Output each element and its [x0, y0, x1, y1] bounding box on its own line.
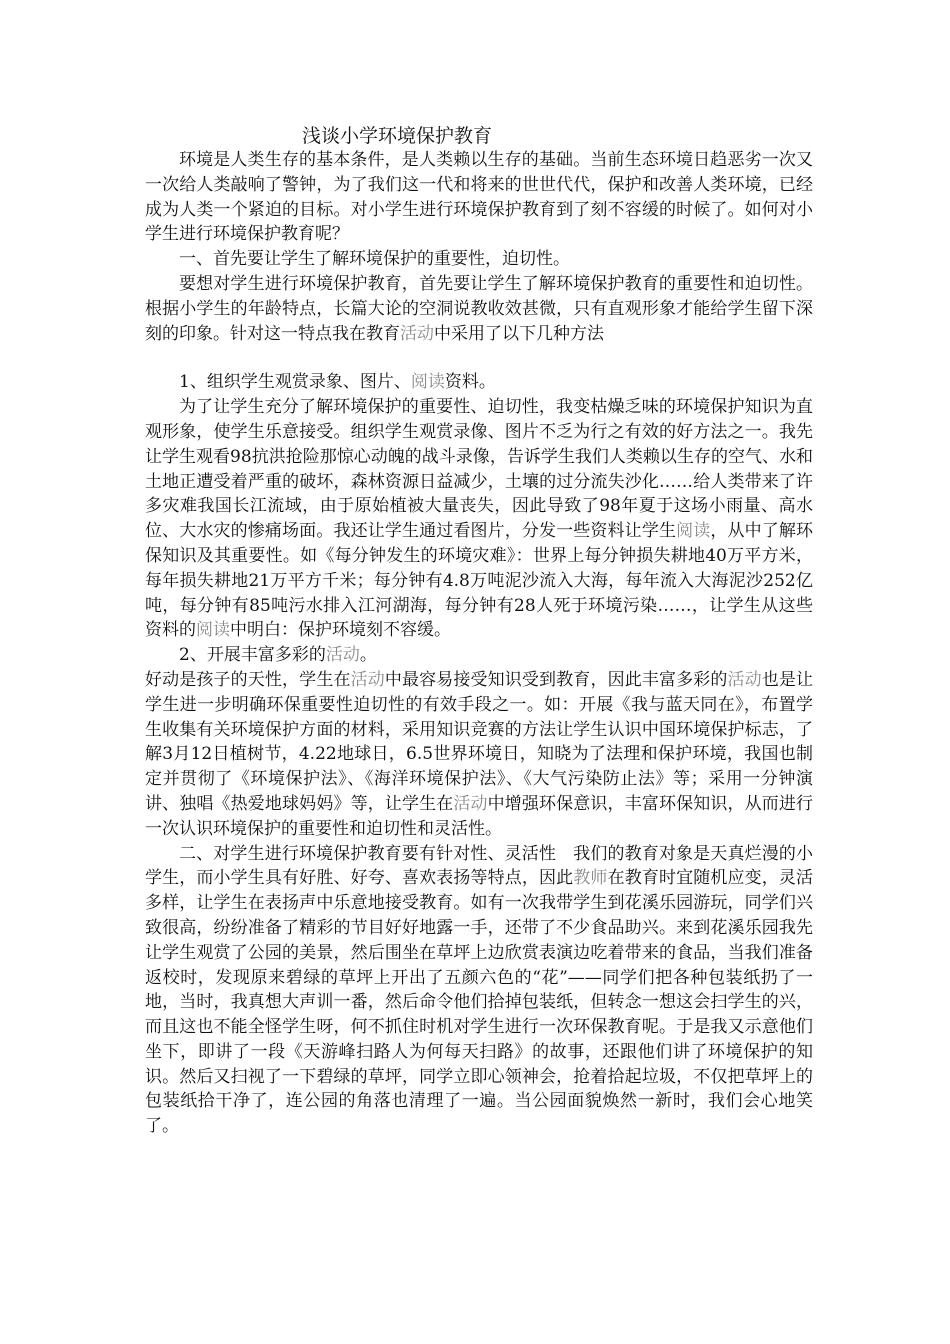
section-heading-1: 一、首先要让学生了解环境保护的重要性，迫切性。: [179, 249, 570, 270]
subheading-2: [145, 643, 813, 668]
text-segment: 二、对学生进行环境保护教育要有针对性、灵活性 我们的教育对象是天真烂漫的小学生，而小学生具有好胜、好夸、喜欢表扬等特点，因此: [145, 843, 813, 889]
text-segment: 好动是孩子的天性，学生在: [145, 669, 351, 690]
activity-link[interactable]: 活动: [350, 669, 385, 690]
activity-link[interactable]: 活动: [400, 323, 434, 344]
reading-link[interactable]: 阅读: [676, 521, 711, 542]
text-segment: 要想对学生进行环境保护教育，首先要让学生了解环境保护教育的重要性和迫切性。根据小学生的年龄特点，长篇大论的空洞说教收效甚微，只有直观形象才能给学生留下深刻的印象。针对这一特点我在教育: [145, 273, 813, 344]
subsection-1-paragraph: [145, 395, 813, 643]
text-segment: 中增强环保意识，丰富环保知识，从而进行一次认识环境保护的重要性和迫切性和灵活性。: [145, 793, 814, 839]
text-segment: 中采用了以下几种方法: [434, 323, 604, 344]
activity-link[interactable]: 活动: [453, 793, 488, 814]
text-segment: 中明白：保护环境刻不容缓。: [230, 620, 451, 641]
subsection-2-paragraph: [145, 668, 813, 842]
teacher-link[interactable]: 教师: [573, 868, 608, 889]
text-segment: 。: [359, 645, 377, 666]
text-segment: 1、组织学生观赏录象、图片、: [179, 372, 411, 393]
text-segment: 2、开展丰富多彩的: [179, 645, 326, 666]
text-segment: 中最容易接受知识受到教育，因此丰富多彩的: [384, 669, 728, 690]
reading-link[interactable]: 阅读: [196, 620, 230, 641]
activity-link[interactable]: 活动: [325, 645, 360, 666]
activity-link[interactable]: 活动: [727, 669, 762, 690]
text-segment: 在教育时宜随机应变，灵活多样，让学生在表扬声中乐意地接受教育。如有一次我带学生到花溪乐园游玩，同学们兴致很高，纷纷准备了精彩的节目好好地露一手，还带了不少食品助兴。来到花溪乐园我先让学生观赏了公园的美景，然后围坐在草坪上边欣赏表演边吃着带来的食品，当我们准备返校时，发现原来碧绿的草坪上开出了五颜六色的“花”——同学们把各种包装纸扔了一地，当时，我真想大声训一番，然后命令他们拾掉包装纸，但转念一想这会扫学生的兴，而且这也不能全怪学生呀，何不抓住时机对学生进行一次环保教育呢。于是我又示意他们坐下，即讲了一段《天游峰扫路人为何每天扫路》的故事，还跟他们讲了环境保护的知识。然后又扫视了一下碧绿的草坪，同学立即心领神会，抢着拾起垃圾，不仅把草坪上的包装纸拾干净了，连公园的角落也清理了一遍。当公园面貌焕然一新时，我们会心地笑了。: [145, 868, 814, 1137]
text-segment: 也是让学生进一步明确环保重要性迫切性的有效手段之一。如：开展《我与蓝天同在》，布置学生收集有关环境保护方面的材料，采用知识竞赛的方法让学生认识中国环境保护标志，了解3月12日植树节，4.22地球日，6.5世界环境日，知晓为了法理和保护环境，我国也制定并贯彻了《环境保护法》、《海洋环境保护法》、《大气污染防止法》等；采用一分钟演讲、独唱《热爱地球妈妈》等，让学生在: [145, 669, 814, 814]
paragraph-gap: [145, 346, 813, 370]
intro-paragraph: 环境是人类生存的基本条件，是人类赖以生存的基础。当前生态环境日趋恶劣一次又一次给人类敲响了警钟，为了我们这一代和将来的世世代代，保护和改善人类环境，已经成为人类一个紧迫的目标。对小学生进行环境保护教育到了刻不容缓的时候了。如何对小学生进行环境保护教育呢？: [145, 150, 813, 245]
subheading-1: [145, 370, 813, 395]
text-segment: ，从中了解环保知识及其重要性。如《每分钟发生的环境灾难》：世界上每分钟损失耕地40万平方米，每年损失耕地21万平方千米；每分钟有4.8万吨泥沙流入大海，每年流入大海泥沙252亿吨，每分钟有85吨污水排入江河湖海，每分钟有28人死于环境污染……，让学生从这些资料的: [145, 521, 814, 641]
section-2-paragraph: [145, 842, 813, 1140]
reading-link[interactable]: 阅读: [410, 372, 445, 393]
document-title: 浅谈小学环境保护教育: [302, 125, 493, 147]
section-1-paragraph: [145, 272, 813, 346]
text-segment: 资料。: [444, 372, 496, 393]
text-segment: 为了让学生充分了解环境保护的重要性、迫切性，我变枯燥乏味的环境保护知识为直观形象，使学生乐意接受。组织学生观赏录像、图片不乏为行之有效的好方法之一。我先让学生观看98抗洪抢险那惊心动魄的战斗录像，告诉学生我们人类赖以生存的空气、水和土地正遭受着严重的破坏，森林资源日益减少，土壤的过分流失沙化……给人类带来了许多灾难我国长江流域，由于原始植被大量丧失，因此导致了98年夏于这场小雨量、高水位、大水灾的惨痛场面。我还让学生通过看图片，分发一些资料让学生: [145, 397, 813, 542]
document-body: [145, 148, 813, 1139]
